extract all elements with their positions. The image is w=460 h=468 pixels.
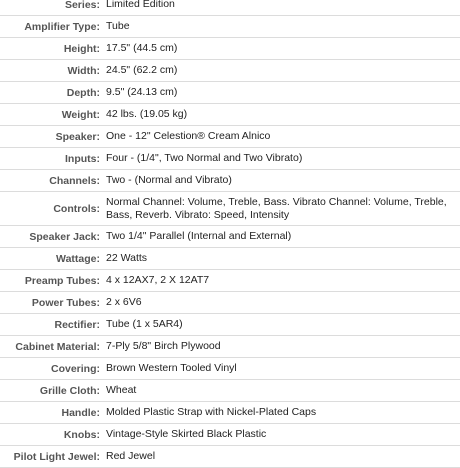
spec-value: 22 Watts — [106, 252, 148, 264]
spec-value: Vintage-Style Skirted Black Plastic — [106, 428, 267, 440]
spec-row-power-tubes — [0, 292, 460, 314]
spec-value: Wheat — [106, 384, 137, 396]
spec-value: Normal Channel: Volume, Treble, Bass. Vibrato Channel: Volume, Treble, Bass, Reverb. Vibrato: Speed, Intensity — [106, 195, 447, 221]
spec-row-pilot-light-jewel — [0, 446, 460, 468]
spec-value: 17.5" (44.5 cm) — [106, 42, 178, 54]
spec-row-channels — [0, 170, 460, 192]
spec-value: 7-Ply 5/8" Birch Plywood — [106, 340, 221, 352]
spec-value: Tube (1 x 5AR4) — [106, 318, 183, 330]
spec-label: Knobs: — [63, 428, 100, 441]
spec-row-wattage — [0, 248, 460, 270]
spec-label: Inputs: — [65, 152, 100, 165]
spec-value: Limited Edition — [106, 0, 175, 10]
spec-label: Series: — [64, 0, 100, 11]
spec-value: Brown Western Tooled Vinyl — [106, 362, 237, 374]
spec-label: Controls: — [53, 202, 100, 215]
spec-value: One - 12" Celestion® Cream Alnico — [106, 130, 271, 142]
spec-value: 9.5" (24.13 cm) — [106, 86, 178, 98]
spec-value: 2 x 6V6 — [106, 296, 142, 308]
spec-label: Grille Cloth: — [39, 384, 100, 397]
spec-value: Tube — [106, 20, 130, 32]
spec-label: Pilot Light Jewel: — [13, 450, 100, 463]
spec-label: Height: — [63, 42, 100, 55]
spec-value: Four - (1/4", Two Normal and Two Vibrato) — [106, 152, 303, 164]
spec-label: Wattage: — [56, 252, 100, 265]
spec-label: Power Tubes: — [31, 296, 100, 309]
spec-label: Speaker: — [55, 130, 100, 143]
spec-row-depth — [0, 82, 460, 104]
spec-row-speaker — [0, 126, 460, 148]
spec-label: Channels: — [49, 174, 100, 187]
spec-row-weight — [0, 104, 460, 126]
spec-row-amplifier-type — [0, 16, 460, 38]
spec-row-cabinet-material — [0, 336, 460, 358]
spec-row-controls — [0, 192, 460, 226]
spec-value: 24.5" (62.2 cm) — [106, 64, 178, 76]
spec-value: Red Jewel — [106, 450, 156, 462]
spec-row-knobs — [0, 424, 460, 446]
spec-label: Preamp Tubes: — [24, 274, 100, 287]
spec-row-rectifier — [0, 314, 460, 336]
spec-row-width — [0, 60, 460, 82]
spec-label: Cabinet Material: — [15, 340, 100, 353]
spec-row-series — [0, 0, 460, 16]
spec-row-handle — [0, 402, 460, 424]
spec-label: Speaker Jack: — [29, 230, 100, 243]
spec-label: Covering: — [50, 362, 100, 375]
spec-label: Handle: — [61, 406, 100, 419]
spec-value: Molded Plastic Strap with Nickel-Plated Caps — [106, 406, 317, 418]
spec-row-grille-cloth — [0, 380, 460, 402]
spec-value: Two - (Normal and Vibrato) — [106, 174, 232, 186]
spec-label: Amplifier Type: — [24, 20, 100, 33]
spec-value: Two 1/4" Parallel (Internal and External) — [106, 230, 292, 242]
spec-row-speaker-jack — [0, 226, 460, 248]
spec-row-preamp-tubes — [0, 270, 460, 292]
spec-label: Rectifier: — [54, 318, 100, 331]
spec-row-inputs — [0, 148, 460, 170]
spec-row-covering — [0, 358, 460, 380]
spec-value: 42 lbs. (19.05 kg) — [106, 108, 188, 120]
spec-label: Depth: — [66, 86, 100, 99]
spec-value: 4 x 12AX7, 2 X 12AT7 — [106, 274, 210, 286]
spec-label: Weight: — [61, 108, 100, 121]
spec-label: Width: — [67, 64, 100, 77]
spec-row-height — [0, 38, 460, 60]
